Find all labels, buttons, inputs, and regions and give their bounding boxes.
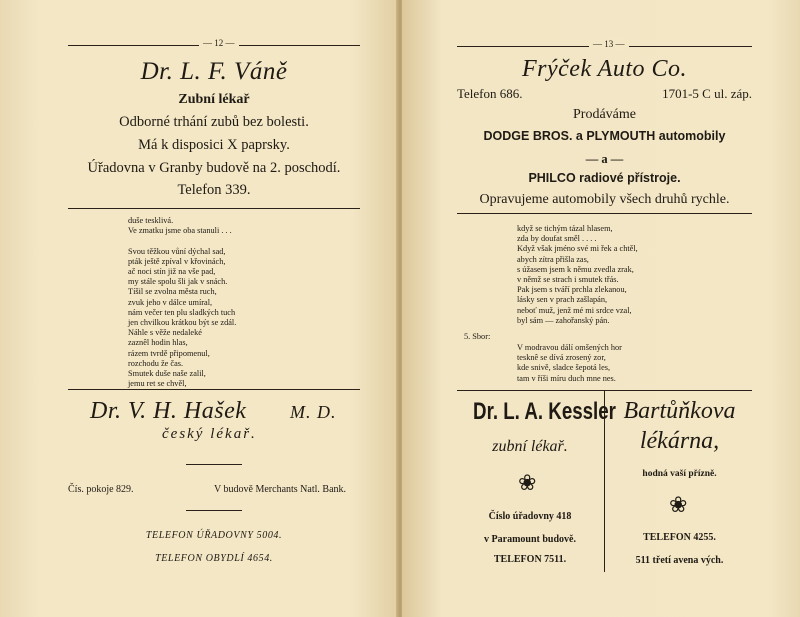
poem-line: V modravou dálí omšených hor: [517, 343, 622, 352]
hasek-phone-office: TELEFON ÚŘADOVNY 5004.: [145, 530, 283, 541]
kessler-building: v Paramount budově.: [484, 534, 576, 545]
bartunek-phone: TELEFON 4255.: [643, 532, 716, 543]
kessler-room: Číslo úřadovny 418: [488, 511, 572, 522]
poem-line: my stále spolu šli jak v snách.: [128, 277, 228, 287]
frycek-line: Opravujeme automobily všech druhů rychle.: [479, 192, 730, 207]
bartunek-name: Bartůňkova: [623, 398, 736, 424]
poem-line: Ve zmatku jsme oba stanuli . . .: [128, 226, 232, 236]
right-page: [402, 0, 800, 617]
short-rule: [186, 510, 242, 511]
poem-line: [128, 236, 236, 246]
bartunek-name-2: lékárna,: [639, 428, 720, 454]
rose-ornament-icon: ❀: [518, 470, 537, 495]
refrain-label: 5. Sbor:: [464, 332, 491, 341]
left-page: [0, 0, 398, 617]
poem-line: pták ještě zpíval v křovinách,: [128, 256, 226, 266]
frycek-address: 1701-5 C ul. záp.: [662, 86, 752, 101]
vane-name: Dr. L. F. Váně: [140, 58, 288, 85]
hasek-degree: M. D.: [290, 402, 337, 422]
vane-line: Má k disposici X paprsky.: [138, 137, 290, 153]
poem-line: Svou těžkou vůní dýchal sad,: [128, 246, 226, 256]
poem-refrain: [517, 343, 622, 384]
page-number: — 13 —: [589, 39, 629, 49]
poem-line: Tíšil se zvolna města ruch,: [128, 287, 217, 297]
frycek-line: — a —: [585, 152, 624, 166]
poem-line: lásky sen v prach zašlapán,: [517, 295, 608, 305]
poem-line: rozchodu že čas.: [128, 358, 184, 368]
kessler-name: Dr. L. A. Kessler: [473, 398, 616, 425]
poem-line: kde snivě, sladce šepotá les,: [517, 363, 611, 373]
poem-line: tesknê se dívá zrosený zor,: [517, 353, 606, 363]
frycek-phone: Telefon 686.: [457, 86, 523, 101]
poem-line: abych zítra přišla zas,: [517, 254, 589, 264]
short-rule: [186, 464, 242, 465]
frycek-philco: PHILCO radiové přístroje.: [528, 171, 681, 185]
poem-right: [517, 224, 638, 326]
bartunek-tagline: hodná vaší přízně.: [642, 469, 717, 479]
hasek-subtitle: český lékař.: [162, 426, 257, 442]
poem-line: ač noci stín již na vše pad,: [128, 267, 216, 277]
poem-line: nám večer ten plu sladkých tuch: [128, 307, 236, 317]
poem-line: duše tesklivá.: [128, 216, 174, 225]
kessler-phone: TELEFON 7511.: [493, 554, 567, 565]
vane-line: Odborné trhání zubů bez bolesti.: [119, 114, 309, 130]
poem-line: Smutek duše naše zalil,: [128, 369, 206, 379]
poem-line: neboť muž, jenž mé mi srdce vzal,: [517, 305, 632, 315]
hasek-phone-home: TELEFON OBYDLÍ 4654.: [155, 553, 273, 564]
divider: [68, 389, 360, 390]
poem-line: rázem tvrdě připomenul,: [128, 348, 210, 358]
poem-left: [128, 216, 236, 389]
page-number: — 12 —: [199, 38, 239, 48]
vane-subtitle: Zubní lékař: [178, 92, 250, 107]
bartunek-address: 511 třetí avena vých.: [635, 555, 724, 566]
poem-line: když se tichým tázal hlasem,: [517, 224, 613, 233]
poem-line: tam v říši míru duch mne nes.: [517, 373, 616, 383]
hasek-name: Dr. V. H. Hašek: [90, 398, 247, 424]
poem-line: Když však jméno své mi řek a chtěl,: [517, 244, 638, 254]
frycek-name: Frýček Auto Co.: [521, 56, 687, 82]
poem-line: Náhle s věže nedaleké: [128, 328, 202, 338]
poem-line: zvuk jeho v dálce umíral,: [128, 297, 213, 307]
divider: [457, 213, 752, 214]
poem-line: v němž se strach i smutek třás.: [517, 275, 619, 285]
vane-line: Telefon 339.: [177, 182, 251, 198]
poem-line: s úžasem jsem k němu zvedla zrak,: [517, 264, 634, 274]
kessler-subtitle: zubní lékař.: [492, 438, 568, 455]
frycek-brands: DODGE BROS. a PLYMOUTH automobily: [483, 129, 726, 143]
poem-line: Pak jsem s tváří prchla zlekanou,: [517, 285, 627, 295]
poem-line: zda by doufat směl . . . .: [517, 234, 597, 244]
poem-line: byl sám — zahořanský pán.: [517, 315, 610, 325]
frycek-line: Prodáváme: [573, 107, 636, 122]
hasek-building: V budově Merchants Natl. Bank.: [214, 484, 347, 495]
rose-ornament-icon: ❀: [669, 492, 688, 517]
poem-line: jemu ret se chvěl,: [128, 379, 187, 389]
poem-line: zaznêl hodin hlas,: [128, 338, 188, 348]
vane-line: Úřadovna v Granby budově na 2. poschodí.: [87, 160, 341, 176]
hasek-room: Čís. pokoje 829.: [68, 484, 134, 495]
poem-line: jen chvilkou krátkou být se zdál.: [128, 318, 237, 328]
divider: [68, 208, 360, 209]
